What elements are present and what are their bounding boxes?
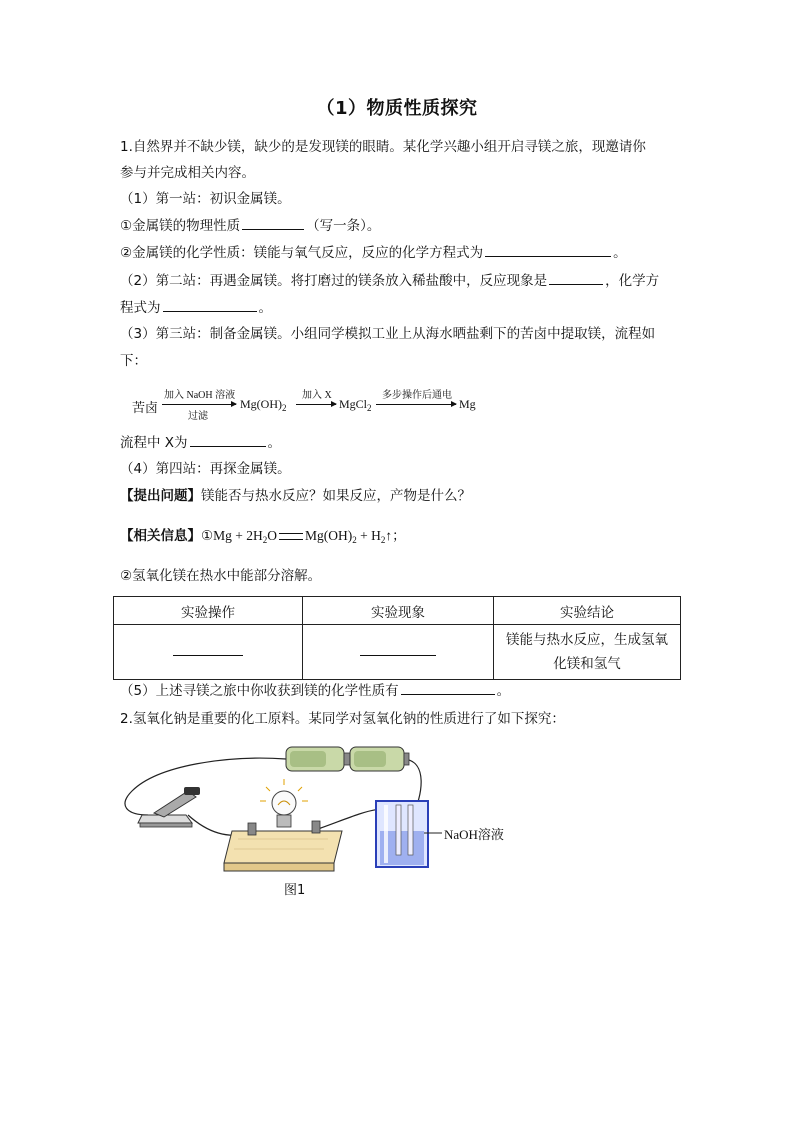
switch-icon <box>138 787 200 827</box>
question-text: 镁能否与热水反应？如果反应，产物是什么？ <box>201 488 471 504</box>
eq-sub-1: 2 <box>262 535 268 545</box>
answer-blank-table-phenomenon[interactable] <box>360 654 436 656</box>
q1-intro-line2: 参与并完成相关内容。 <box>120 165 255 181</box>
flow-x-prompt: 流程中 X为 <box>120 435 188 451</box>
answer-blank-x[interactable] <box>190 433 266 447</box>
info-circle: ① <box>201 528 214 544</box>
naoh-label: NaOH溶液 <box>444 827 504 842</box>
q1-station3-line1: （3）第三站：制备金属镁。小组同学模拟工业上从海水晒盐剩下的苦卤中提取镁，流程如 <box>120 326 656 342</box>
light-bulb-board <box>224 821 342 871</box>
answer-blank-eq2[interactable] <box>163 298 257 312</box>
conclusion-line-1: 镁能与热水反应，生成氢氧 <box>506 632 668 648</box>
station2-eq-prompt: 程式为 <box>120 300 161 316</box>
eq-sub-2: 2 <box>352 535 357 545</box>
answer-blank-physical[interactable] <box>242 216 304 230</box>
q1-station4: （4）第四站：再探金属镁。 <box>120 461 291 477</box>
chemical-prompt: ②金属镁的化学性质：镁能与氧气反应，反应的化学方程式为 <box>120 245 484 261</box>
header-phenomenon: 实验现象 <box>303 597 494 625</box>
flow-start: 苦卤 <box>132 401 159 416</box>
eq-part-5: ↑； <box>385 528 406 543</box>
q1-related-info <box>120 527 406 549</box>
q2-intro: 2.氢氧化钠是重要的化工原料。某同学对氢氧化钠的性质进行了如下探究： <box>120 711 565 727</box>
eq-sub-3: 2 <box>380 535 386 545</box>
flow-diagram <box>120 386 500 428</box>
chemical-suffix: 。 <box>613 245 627 261</box>
light-bulb-icon <box>260 779 308 827</box>
q1-info2: ②氢氧化镁在热水中能部分溶解。 <box>120 568 322 584</box>
page-title: （1）物质性质探究 <box>316 98 478 119</box>
flow-x-suffix: 。 <box>267 435 282 451</box>
q1-station5 <box>120 681 510 700</box>
answer-blank-properties[interactable] <box>401 681 495 695</box>
flow-product-2 <box>339 397 372 413</box>
q1-flow-x <box>120 433 281 452</box>
station2-prompt: （2）第二站：再遇金属镁。将打磨过的镁条放入稀盐酸中，反应现象是 <box>120 273 548 289</box>
flow-product-1-text: Mg(OH) <box>240 397 282 411</box>
question-label: 【提出问题】 <box>120 488 201 504</box>
flow-product-2-sub: 2 <box>367 403 372 413</box>
q1-station3-line2: 下： <box>120 353 147 369</box>
beaker-icon <box>376 801 442 867</box>
q1-question <box>120 487 471 505</box>
eq-equal-sign <box>279 533 303 540</box>
battery-icon <box>286 747 409 771</box>
answer-blank-equation[interactable] <box>485 243 611 257</box>
physical-prompt: ①金属镁的物理性质 <box>120 218 241 234</box>
answer-blank-operation[interactable] <box>173 654 243 656</box>
cell-operation[interactable] <box>114 625 303 680</box>
flow-step1-bottom: 过滤 <box>188 411 208 422</box>
info-equation <box>213 528 406 543</box>
flow-step2-top: 加入 X <box>302 390 332 401</box>
header-conclusion: 实验结论 <box>494 597 681 625</box>
q1-station1-chemical <box>120 243 627 262</box>
flow-product-3: Mg <box>459 397 476 411</box>
flow-step3-top: 多步操作后通电 <box>382 390 452 401</box>
wire-battery-to-switch <box>125 758 286 815</box>
q1-station1: （1）第一站：初识金属镁。 <box>120 191 291 207</box>
q1-station2 <box>120 271 659 290</box>
station5-suffix: 。 <box>496 683 511 699</box>
flow-product-1 <box>240 397 287 413</box>
flow-arrow-2 <box>296 404 336 405</box>
info-label: 【相关信息】 <box>120 528 201 544</box>
q1-station2-equation <box>120 298 272 317</box>
experiment-table <box>113 596 681 680</box>
figure-label: 图1 <box>284 883 306 898</box>
station2-mid: ，化学方 <box>605 273 660 289</box>
flow-arrow-1 <box>162 404 236 405</box>
conclusion-line-2: 化镁和氢气 <box>553 656 621 672</box>
station5-prompt: （5）上述寻镁之旅中你收获到镁的化学性质有 <box>120 683 399 699</box>
eq-part-1: Mg + 2H <box>213 528 263 543</box>
eq-part-3: Mg(OH) <box>304 528 353 543</box>
flow-product-2-text: MgCl <box>339 397 368 411</box>
q1-station1-physical <box>120 216 380 235</box>
flow-product-1-sub: 2 <box>282 403 287 413</box>
header-operation: 实验操作 <box>114 597 303 625</box>
cell-conclusion <box>494 625 681 680</box>
cell-phenomenon[interactable] <box>303 625 494 680</box>
station2-eq-suffix: 。 <box>258 300 272 316</box>
flow-arrow-3 <box>376 404 456 405</box>
flow-step1-top: 加入 NaOH 溶液 <box>164 390 236 401</box>
apparatus-figure <box>118 735 538 895</box>
eq-part-4: + H <box>356 528 381 543</box>
answer-blank-phenomenon[interactable] <box>549 271 603 285</box>
table-header-row <box>114 597 681 625</box>
eq-part-2: O <box>267 528 277 543</box>
q1-intro-line1: 1.自然界并不缺少镁，缺少的是发现镁的眼睛。某化学兴趣小组开启寻镁之旅，现邀请你 <box>120 139 646 155</box>
table-row <box>114 625 681 680</box>
physical-suffix: （写一条）。 <box>306 218 381 234</box>
